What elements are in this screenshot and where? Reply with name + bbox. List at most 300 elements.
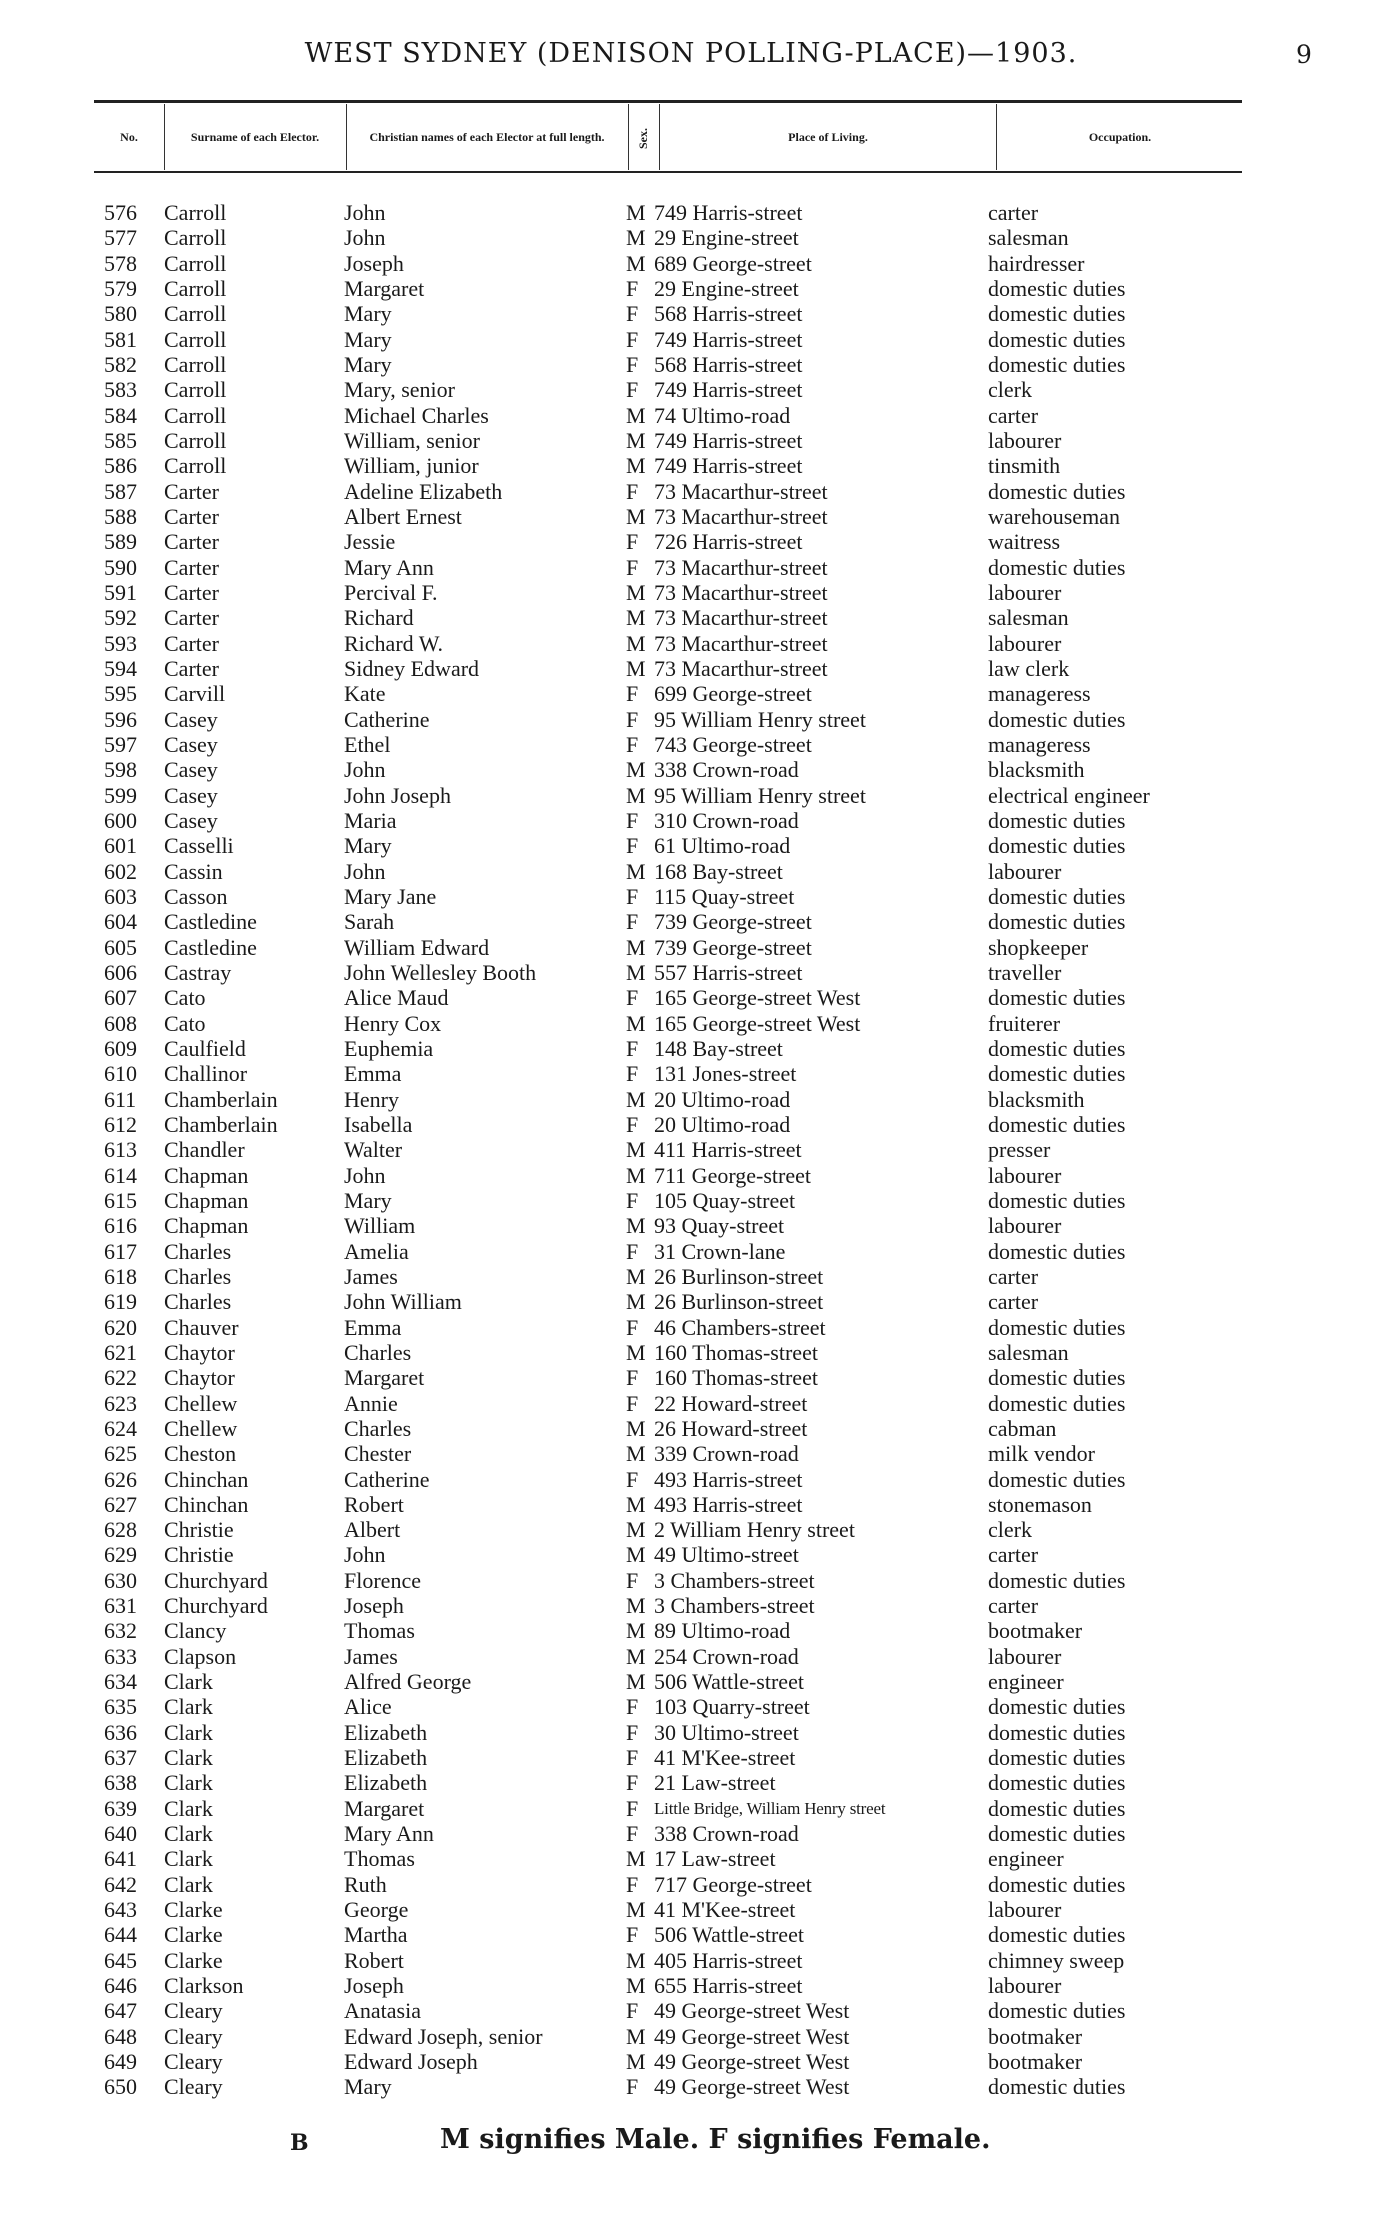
elector-place-of-living: 93 Quay-street [654,1213,785,1239]
elector-christian-names: Emma [344,1314,402,1340]
elector-christian-names: Martha [344,1922,408,1948]
table-row [0,732,1382,757]
elector-number: 587 [104,478,137,504]
table-row [0,327,1382,352]
elector-christian-names: Mary [344,833,392,859]
elector-sex: F [626,554,639,580]
elector-occupation: salesman [988,605,1069,631]
table-row [0,1846,1382,1871]
elector-christian-names: Edward Joseph [344,2049,478,2075]
elector-christian-names: John [344,200,386,225]
elector-place-of-living: 749 Harris-street [654,427,803,453]
elector-sex: F [626,985,639,1011]
table-row [0,1036,1382,1061]
elector-surname: Carroll [164,275,227,301]
elector-christian-names: Elizabeth [344,1745,428,1771]
elector-surname: Carter [164,529,219,555]
elector-place-of-living: 165 George-street West [654,985,861,1011]
elector-number: 616 [104,1213,137,1239]
table-row [0,1720,1382,1745]
elector-occupation: stonemason [988,1491,1092,1517]
table-row [0,1897,1382,1922]
elector-surname: Clarke [164,1922,223,1948]
column-header-no: No. [120,129,138,144]
elector-occupation: domestic duties [988,1745,1126,1771]
elector-surname: Chamberlain [164,1111,278,1137]
table-row [0,504,1382,529]
elector-occupation: clerk [988,377,1032,403]
elector-number: 615 [104,1187,137,1213]
elector-occupation: domestic duties [988,706,1126,732]
column-header-sex [628,110,658,166]
elector-occupation: domestic duties [988,1365,1126,1391]
elector-surname: Carter [164,503,219,529]
elector-place-of-living: 20 Ultimo-road [654,1111,791,1137]
elector-christian-names: Elizabeth [344,1719,428,1745]
elector-sex: F [626,1998,639,2024]
elector-place-of-living: 73 Macarthur-street [654,478,828,504]
elector-place-of-living: 49 George-street West [654,1998,850,2024]
elector-number: 632 [104,1618,137,1644]
elector-place-of-living: 74 Ultimo-road [654,402,791,428]
elector-number: 642 [104,1871,137,1897]
elector-number: 629 [104,1542,137,1568]
elector-surname: Charles [164,1263,232,1289]
elector-number: 596 [104,706,137,732]
column-header-christian: Christian names of each Elector at full length. [369,129,605,144]
elector-number: 576 [104,200,137,225]
elector-place-of-living: 568 Harris-street [654,301,803,327]
elector-sex: M [626,503,646,529]
elector-sex: M [626,1517,646,1543]
table-row [0,1441,1382,1466]
elector-number: 585 [104,427,137,453]
elector-place-of-living: 31 Crown-lane [654,1238,786,1264]
elector-surname: Chapman [164,1213,249,1239]
elector-place-of-living: Little Bridge, William Henry street [654,1798,886,1818]
table-row [0,1796,1382,1821]
elector-christian-names: Michael Charles [344,402,489,428]
elector-place-of-living: 405 Harris-street [654,1947,803,1973]
elector-number: 614 [104,1162,137,1188]
elector-occupation: carter [988,1289,1039,1315]
elector-sex: F [626,1567,639,1593]
table-row [0,1593,1382,1618]
elector-place-of-living: 26 Howard-street [654,1415,808,1441]
elector-place-of-living: 89 Ultimo-road [654,1618,791,1644]
elector-number: 620 [104,1314,137,1340]
elector-occupation: domestic duties [988,1466,1126,1492]
table-row [0,403,1382,428]
elector-number: 626 [104,1466,137,1492]
elector-number: 597 [104,731,137,757]
elector-number: 637 [104,1745,137,1771]
elector-surname: Carroll [164,250,227,276]
elector-sex: F [626,1770,639,1796]
elector-place-of-living: 105 Quay-street [654,1187,796,1213]
elector-christian-names: Anatasia [344,1998,421,2024]
elector-number: 577 [104,225,137,251]
elector-sex: M [626,605,646,631]
elector-sex: F [626,1365,639,1391]
elector-christian-names: Joseph [344,1973,404,1999]
elector-number: 633 [104,1643,137,1669]
table-row [0,1770,1382,1795]
elector-place-of-living: 655 Harris-street [654,1973,803,1999]
table-row [0,479,1382,504]
elector-surname: Castray [164,959,232,985]
elector-place-of-living: 749 Harris-street [654,377,803,403]
elector-christian-names: Amelia [344,1238,409,1264]
table-row [0,909,1382,934]
elector-occupation: domestic duties [988,833,1126,859]
elector-number: 618 [104,1263,137,1289]
elector-surname: Christie [164,1517,234,1543]
elector-occupation: domestic duties [988,1238,1126,1264]
elector-sex: F [626,1719,639,1745]
elector-sex: M [626,1010,646,1036]
elector-surname: Chauver [164,1314,239,1340]
elector-occupation: labourer [988,1897,1062,1923]
elector-number: 639 [104,1795,137,1821]
elector-occupation: blacksmith [988,757,1085,783]
elector-surname: Casey [164,731,218,757]
elector-surname: Cassin [164,858,223,884]
elector-occupation: domestic duties [988,275,1126,301]
elector-christian-names: John [344,225,386,251]
elector-occupation: bootmaker [988,2023,1083,2049]
elector-christian-names: John [344,757,386,783]
table-row [0,1137,1382,1162]
elector-surname: Carroll [164,427,227,453]
elector-surname: Clark [164,1871,213,1897]
elector-number: 581 [104,326,137,352]
elector-number: 589 [104,529,137,555]
elector-surname: Carter [164,630,219,656]
elector-sex: M [626,1137,646,1163]
elector-place-of-living: 726 Harris-street [654,529,803,555]
elector-occupation: law clerk [988,655,1070,681]
elector-christian-names: William Edward [344,934,490,960]
elector-surname: Clarke [164,1947,223,1973]
elector-occupation: domestic duties [988,1390,1126,1416]
elector-sex: M [626,782,646,808]
elector-occupation: domestic duties [988,807,1126,833]
elector-sex: F [626,301,639,327]
elector-number: 617 [104,1238,137,1264]
elector-occupation: domestic duties [988,985,1126,1011]
elector-place-of-living: 95 William Henry street [654,782,866,808]
column-divider [346,104,347,170]
elector-christian-names: Margaret [344,275,425,301]
elector-occupation: domestic duties [988,1567,1126,1593]
elector-christian-names: Maria [344,807,397,833]
elector-occupation: labourer [988,1643,1062,1669]
elector-christian-names: Florence [344,1567,421,1593]
elector-place-of-living: 115 Quay-street [654,883,795,909]
elector-sex: M [626,858,646,884]
elector-number: 611 [104,1086,137,1112]
elector-place-of-living: 26 Burlinson-street [654,1263,824,1289]
elector-christian-names: Euphemia [344,1035,434,1061]
elector-sex: F [626,275,639,301]
table-row [0,453,1382,478]
elector-surname: Clark [164,1846,213,1872]
header-rule-top [94,100,1242,103]
elector-christian-names: Mary [344,351,392,377]
elector-christian-names: Richard W. [344,630,443,656]
elector-christian-names: Annie [344,1390,398,1416]
elector-place-of-living: 17 Law-street [654,1846,776,1872]
elector-sex: F [626,351,639,377]
elector-surname: Cato [164,1010,206,1036]
elector-occupation: labourer [988,1973,1062,1999]
elector-sex: M [626,402,646,428]
elector-number: 579 [104,275,137,301]
elector-sex: F [626,377,639,403]
elector-place-of-living: 254 Crown-road [654,1643,799,1669]
elector-number: 599 [104,782,137,808]
elector-occupation: domestic duties [988,1821,1126,1847]
sex-label: Sex. [635,127,650,149]
sex-legend: M signifies Male. F signifies Female. [440,2124,991,2155]
elector-occupation: fruiterer [988,1010,1061,1036]
elector-number: 595 [104,681,137,707]
elector-place-of-living: 41 M'Kee-street [654,1745,796,1771]
table-row [0,859,1382,884]
elector-christian-names: Sarah [344,909,395,935]
elector-christian-names: Isabella [344,1111,413,1137]
elector-number: 606 [104,959,137,985]
elector-sex: M [626,1263,646,1289]
elector-number: 622 [104,1365,137,1391]
elector-surname: Churchyard [164,1567,268,1593]
elector-surname: Clarke [164,1897,223,1923]
table-row [0,1745,1382,1770]
table-row [0,1517,1382,1542]
elector-surname: Castledine [164,909,257,935]
elector-occupation: domestic duties [988,301,1126,327]
elector-christian-names: Mary Ann [344,554,434,580]
elector-place-of-living: 749 Harris-street [654,453,803,479]
elector-number: 641 [104,1846,137,1872]
elector-christian-names: Mary Jane [344,883,437,909]
table-row [0,631,1382,656]
elector-place-of-living: 739 George-street [654,934,812,960]
table-row [0,1948,1382,1973]
elector-surname: Clark [164,1745,213,1771]
elector-christian-names: Richard [344,605,414,631]
elector-christian-names: Mary Ann [344,1821,434,1847]
elector-surname: Cleary [164,2074,223,2100]
elector-place-of-living: 3 Chambers-street [654,1567,815,1593]
elector-place-of-living: 73 Macarthur-street [654,554,828,580]
elector-christian-names: Mary [344,326,392,352]
elector-christian-names: Ethel [344,731,391,757]
elector-place-of-living: 95 William Henry street [654,706,866,732]
table-row [0,1618,1382,1643]
table-row [0,1568,1382,1593]
table-row [0,428,1382,453]
elector-sex: M [626,630,646,656]
elector-place-of-living: 73 Macarthur-street [654,630,828,656]
elector-number: 578 [104,250,137,276]
elector-sex: F [626,1187,639,1213]
elector-christian-names: Joseph [344,250,404,276]
elector-occupation: carter [988,1263,1039,1289]
elector-place-of-living: 20 Ultimo-road [654,1086,791,1112]
elector-surname: Chapman [164,1187,249,1213]
elector-surname: Carroll [164,377,227,403]
elector-surname: Clapson [164,1643,237,1669]
elector-christian-names: Kate [344,681,386,707]
elector-occupation: domestic duties [988,1694,1126,1720]
elector-sex: F [626,1694,639,1720]
elector-surname: Cato [164,985,206,1011]
elector-occupation: domestic duties [988,883,1126,909]
table-row [0,1011,1382,1036]
elector-sex: F [626,2074,639,2100]
elector-sex: M [626,1593,646,1619]
elector-christian-names: Jessie [344,529,396,555]
table-row [0,681,1382,706]
elector-number: 590 [104,554,137,580]
elector-place-of-living: 49 George-street West [654,2074,850,2100]
table-row [0,1872,1382,1897]
table-row [0,1492,1382,1517]
table-row [0,2024,1382,2049]
elector-occupation: domestic duties [988,1770,1126,1796]
elector-sex: M [626,250,646,276]
elector-place-of-living: 165 George-street West [654,1010,861,1036]
elector-sex: F [626,883,639,909]
elector-number: 631 [104,1593,137,1619]
elector-place-of-living: 493 Harris-street [654,1491,803,1517]
elector-christian-names: Adeline Elizabeth [344,478,503,504]
elector-sex: M [626,1086,646,1112]
elector-surname: Cleary [164,1998,223,2024]
elector-occupation: manageress [988,731,1091,757]
table-row [0,1467,1382,1492]
elector-occupation: salesman [988,225,1069,251]
table-row [0,377,1382,402]
elector-place-of-living: 2 William Henry street [654,1517,855,1543]
elector-christian-names: Margaret [344,1795,425,1821]
elector-number: 592 [104,605,137,631]
table-row [0,529,1382,554]
elector-sex: M [626,1542,646,1568]
elector-occupation: domestic duties [988,1922,1126,1948]
elector-sex: F [626,1795,639,1821]
elector-christian-names: John William [344,1289,462,1315]
elector-christian-names: William, junior [344,453,479,479]
elector-surname: Carroll [164,326,227,352]
table-row [0,1315,1382,1340]
elector-christian-names: Charles [344,1415,412,1441]
elector-christian-names: George [344,1897,409,1923]
table-row [0,1694,1382,1719]
elector-surname: Casey [164,757,218,783]
elector-sex: F [626,1035,639,1061]
elector-surname: Cleary [164,2049,223,2075]
elector-occupation: hairdresser [988,250,1085,276]
elector-surname: Casey [164,706,218,732]
elector-number: 604 [104,909,137,935]
elector-sex: F [626,478,639,504]
elector-occupation: traveller [988,959,1062,985]
table-row [0,1821,1382,1846]
elector-occupation: engineer [988,1669,1064,1695]
elector-sex: F [626,681,639,707]
elector-sex: M [626,453,646,479]
elector-place-of-living: 310 Crown-road [654,807,799,833]
elector-christian-names: Sidney Edward [344,655,480,681]
elector-sex: F [626,909,639,935]
elector-number: 580 [104,301,137,327]
elector-occupation: labourer [988,1162,1062,1188]
elector-place-of-living: 21 Law-street [654,1770,776,1796]
elector-surname: Carter [164,605,219,631]
elector-number: 602 [104,858,137,884]
elector-surname: Clark [164,1669,213,1695]
elector-surname: Chellew [164,1415,238,1441]
elector-occupation: engineer [988,1846,1064,1872]
table-row [0,1365,1382,1390]
elector-place-of-living: 711 George-street [654,1162,811,1188]
elector-christian-names: Percival F. [344,579,438,605]
elector-number: 610 [104,1061,137,1087]
elector-place-of-living: 699 George-street [654,681,812,707]
elector-sex: M [626,1339,646,1365]
column-divider [164,104,165,170]
elector-sex: M [626,1415,646,1441]
elector-number: 635 [104,1694,137,1720]
table-row [0,2074,1382,2099]
elector-occupation: presser [988,1137,1051,1163]
table-row [0,251,1382,276]
elector-surname: Casey [164,782,218,808]
elector-sex: M [626,1846,646,1872]
elector-surname: Carroll [164,200,227,225]
elector-christian-names: Mary [344,2074,392,2100]
elector-sex: F [626,1922,639,1948]
elector-sex: F [626,1390,639,1416]
elector-christian-names: Thomas [344,1618,415,1644]
elector-occupation: chimney sweep [988,1947,1125,1973]
elector-christian-names: Albert Ernest [344,503,462,529]
elector-surname: Carvill [164,681,226,707]
elector-number: 591 [104,579,137,605]
elector-occupation: tinsmith [988,453,1061,479]
page-number: 9 [1296,40,1312,69]
elector-place-of-living: 749 Harris-street [654,200,803,225]
elector-sex: M [626,655,646,681]
elector-occupation: bootmaker [988,1618,1083,1644]
elector-occupation: carter [988,402,1039,428]
elector-occupation: labourer [988,858,1062,884]
elector-number: 643 [104,1897,137,1923]
elector-place-of-living: 49 George-street West [654,2049,850,2075]
elector-sex: M [626,959,646,985]
elector-christian-names: Edward Joseph, senior [344,2023,543,2049]
elector-sex: F [626,1871,639,1897]
elector-number: 621 [104,1339,137,1365]
elector-surname: Clark [164,1719,213,1745]
elector-place-of-living: 160 Thomas-street [654,1365,818,1391]
elector-number: 650 [104,2074,137,2100]
table-row [0,656,1382,681]
table-row [0,884,1382,909]
